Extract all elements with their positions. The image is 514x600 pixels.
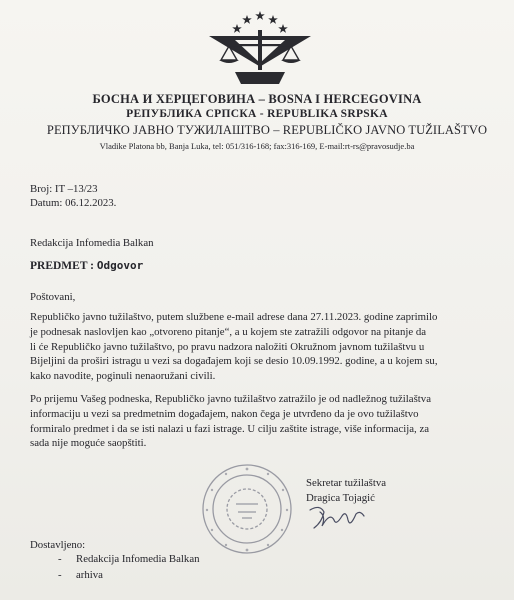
distribution-item (58, 569, 103, 581)
paragraph-1 (30, 310, 500, 384)
paragraph-2 (30, 392, 500, 451)
paragraph-line: li će Republičko javno tužilaštvo, po pravu nadzora naložiti Okružnom javnom tužilaštvu u (30, 340, 425, 353)
subject-value: Odgovor (96, 259, 144, 272)
distribution-item-text: Redakcija Infomedia Balkan (76, 553, 200, 565)
handwritten-signature (296, 498, 376, 532)
paragraph-line: informaciju u vezi sa predmetnim događajem, nakon čega je utvrđeno da je ovo tužilaštvo (30, 407, 419, 420)
signatory-title: Sekretar tužilaštva (306, 477, 387, 489)
distribution-item-text: arhiva (76, 569, 103, 581)
paragraph-line: je podnesak naslovljen kao „otvoreno pitanje“, a u kojem ste zatražili odgovor na pitanje da (30, 325, 427, 338)
document-number: Broj: IT –13/23 (30, 183, 98, 195)
paragraph-line: Republičko javno tužilaštvo, putem službene e-mail adrese dana 27.11.2023. godine zaprimilo (30, 311, 438, 323)
header-office: РЕПУБЛИЧКО ЈАВНО ТУЖИЛАШТВО – REPUBLIČKO JAVNO TUŽILAŠTVO (46, 123, 488, 137)
bullet-dash-icon: - (58, 553, 62, 565)
signatory-name: Dragica Tojagić (306, 492, 375, 504)
subject-line (30, 259, 143, 273)
salutation: Poštovani, (30, 291, 76, 303)
paragraph-line: Po prijemu Vašeg podneska, Republičko javno tužilaštvo zatražilo je od nadležnog tužilaštva (30, 393, 431, 405)
document-date: Datum: 06.12.2023. (30, 197, 117, 209)
subject-label: PREDMET : (30, 260, 97, 272)
header-country: БОСНА И ХЕРЦЕГОВИНА – BOSNA I HERCEGOVINA (92, 92, 422, 106)
paragraph-line: sada nije moguće saopštiti. (30, 437, 147, 450)
header-entity: РЕПУБЛИКА СРПСКА - REPUBLIKA SRPSKA (126, 108, 388, 120)
paragraph-line: formiralo predmet i da se isti nalazi u fazi istrage. U cilju zaštite istrage, više informacija, za (30, 422, 430, 435)
paragraph-line: kako navodite, poginuli nenaoružani civili. (30, 370, 216, 383)
paragraph-line: Bijeljini da proširi istragu u vezi sa događajem koji se desio 10.09.1992. godine, a u kojem su, (30, 355, 438, 368)
recipient: Redakcija Infomedia Balkan (30, 237, 154, 249)
official-stamp (198, 460, 296, 558)
distribution-item (58, 553, 200, 565)
coat-of-arms-logo (205, 6, 315, 88)
bullet-dash-icon: - (58, 569, 62, 581)
header-address: Vladike Platona bb, Banja Luka, tel: 051/316-168; fax:316-169, E-mail:rt-rs@pravosudje.ba (99, 141, 415, 151)
distribution-label: Dostavljeno: (30, 539, 86, 551)
